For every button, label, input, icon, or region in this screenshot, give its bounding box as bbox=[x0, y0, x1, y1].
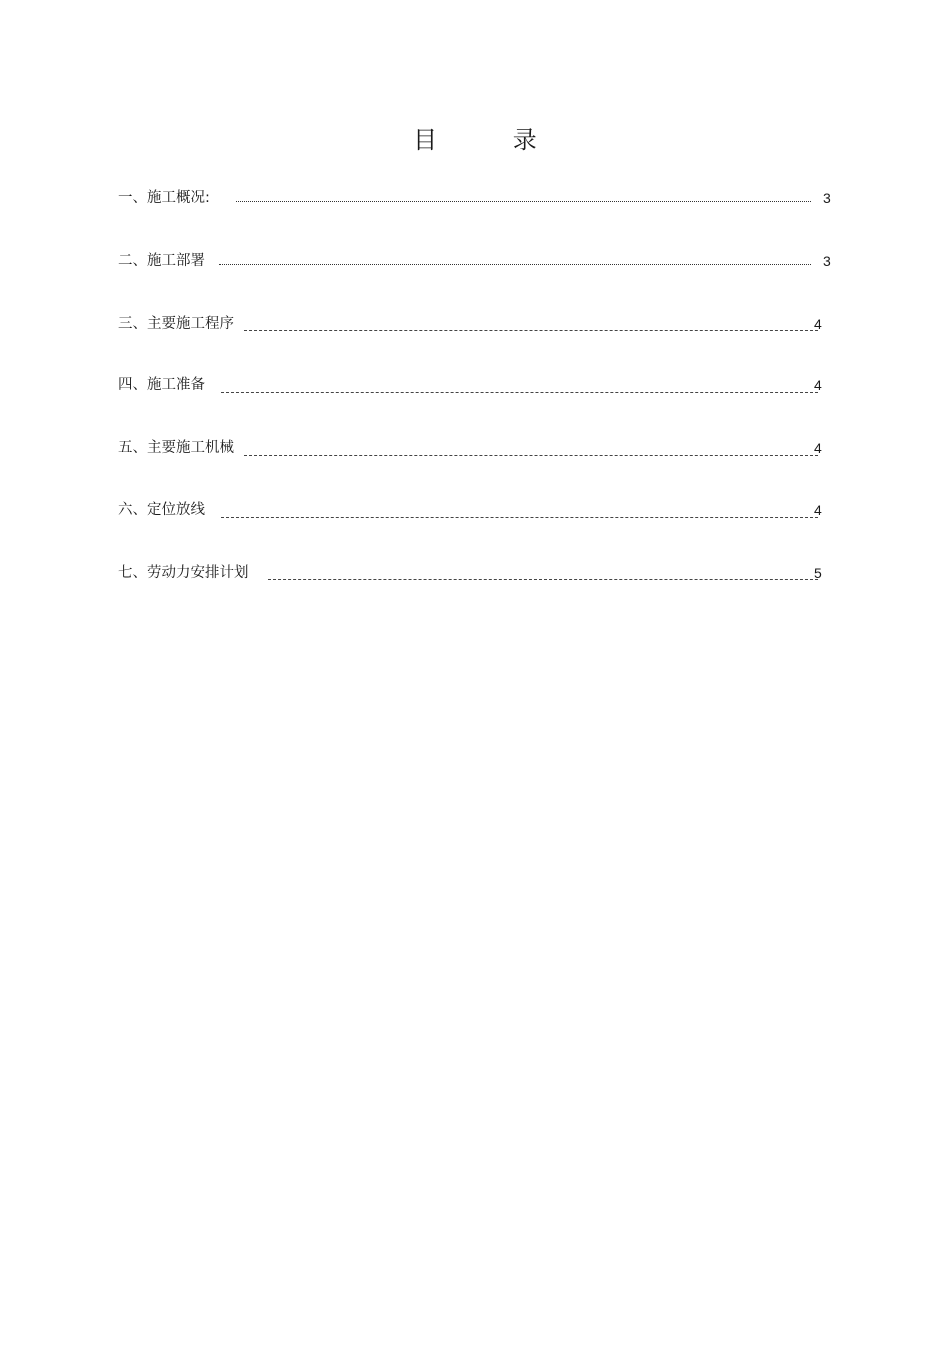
toc-entry-page: 4 bbox=[814, 502, 822, 518]
toc-leader-dots bbox=[236, 201, 811, 202]
toc-entry-page: 5 bbox=[814, 565, 822, 581]
toc-entry-page: 4 bbox=[814, 316, 822, 332]
toc-leader-dashes bbox=[221, 517, 818, 518]
toc-entry-page: 4 bbox=[814, 440, 822, 456]
toc-entry-label: 七、劳动力安排计划 bbox=[118, 565, 249, 581]
toc-entry-label: 四、施工准备 bbox=[118, 377, 205, 393]
toc-entry[interactable] bbox=[118, 186, 838, 210]
toc-entry[interactable] bbox=[118, 373, 838, 397]
toc-leader-dashes bbox=[221, 392, 818, 393]
toc-leader-dashes bbox=[244, 455, 818, 456]
toc-entry-page: 3 bbox=[823, 190, 831, 206]
toc-entry-label: 六、定位放线 bbox=[118, 502, 205, 518]
toc-entry-page: 4 bbox=[814, 377, 822, 393]
page-title: 目 录 bbox=[413, 126, 571, 154]
toc-entry[interactable] bbox=[118, 436, 838, 460]
toc-leader-dots bbox=[219, 264, 811, 265]
toc-entry-label: 五、主要施工机械 bbox=[118, 440, 234, 456]
toc-entry-label: 二、施工部署 bbox=[118, 253, 205, 269]
toc-entry[interactable] bbox=[118, 249, 838, 273]
toc-entry[interactable] bbox=[118, 498, 838, 522]
toc-entry[interactable] bbox=[118, 312, 838, 336]
toc-entry-page: 3 bbox=[823, 253, 831, 269]
toc-leader-dashes bbox=[244, 330, 818, 331]
toc-leader-dashes bbox=[268, 579, 818, 580]
toc-entry-label: 一、施工概况: bbox=[118, 190, 210, 206]
toc-entry[interactable] bbox=[118, 561, 838, 585]
toc-entry-label: 三、主要施工程序 bbox=[118, 316, 234, 332]
